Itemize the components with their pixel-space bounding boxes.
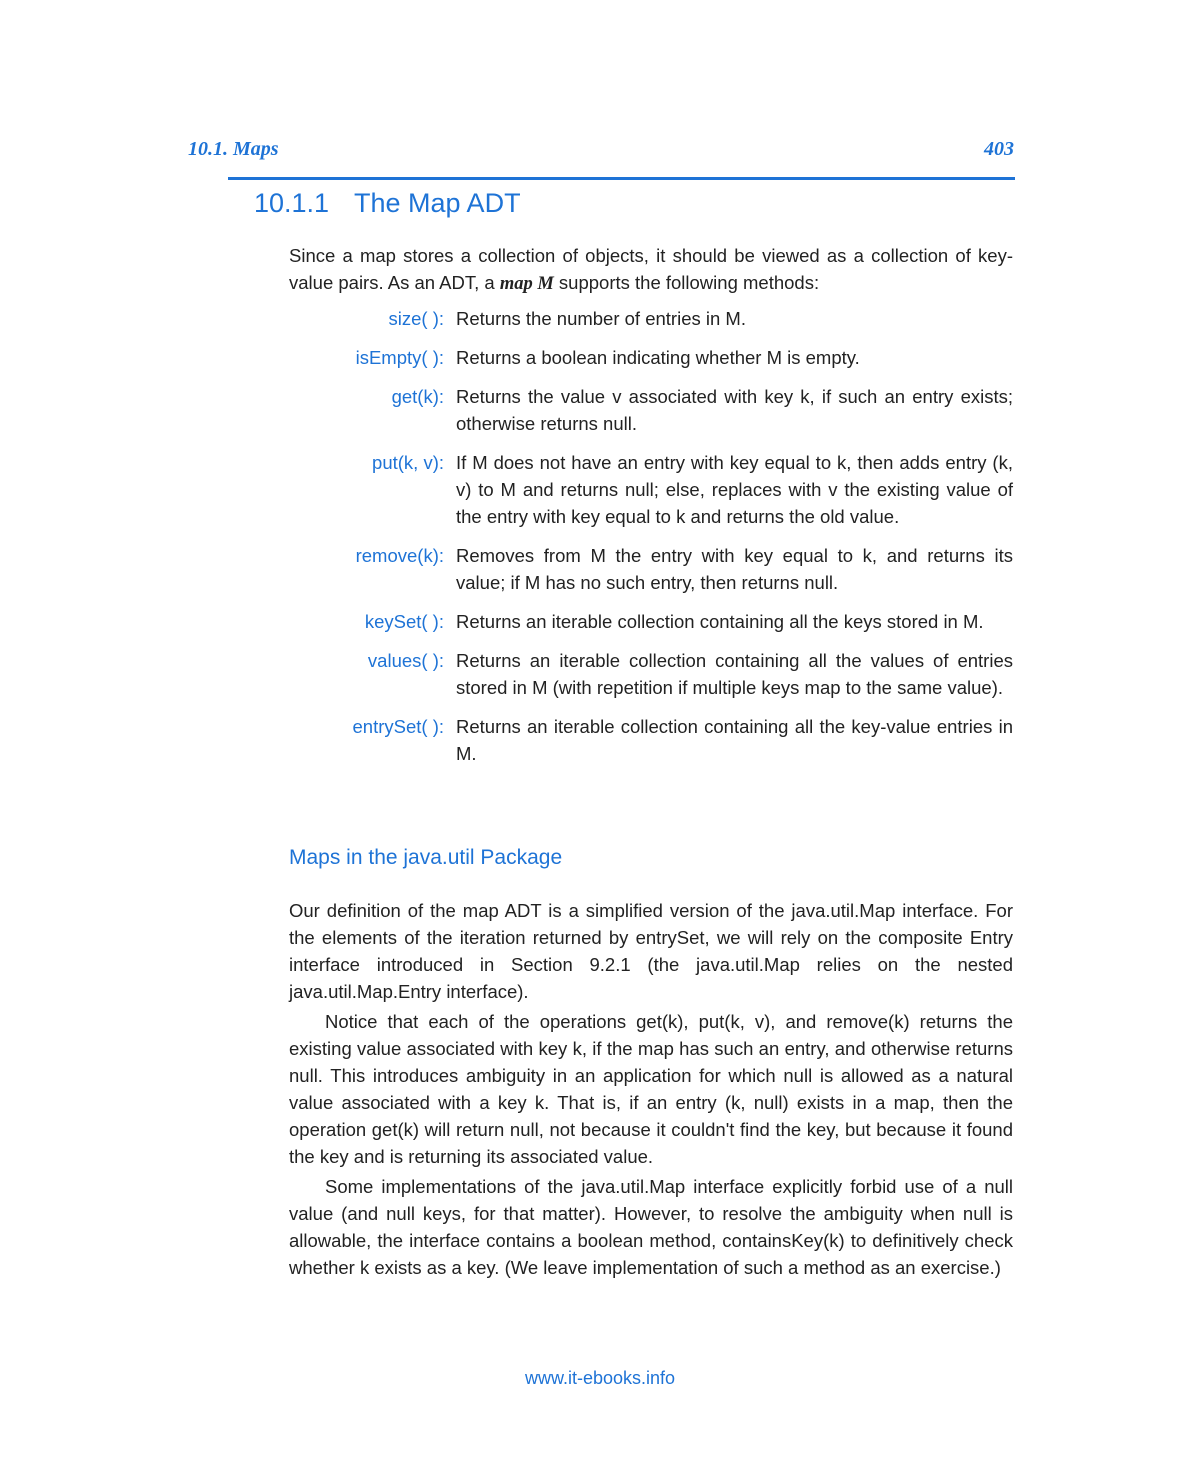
method-name: values( ):	[367, 650, 444, 671]
method-list	[289, 305, 1013, 779]
method-name: size( ):	[388, 308, 444, 329]
paragraph-text: Some implementations of the java.util.Map interface explicitly forbid use of a null value (and null keys, for that matter). However, to resolve the ambiguity when null is allowable, the interface contains a boolean method, containsKey(k) to definitively check whether k exists as a key. (We leave implementation of such a method as an exercise.)	[289, 1176, 1013, 1278]
method-description: Removes from M the entry with key equal to k, and returns its value; if M has no such entry, then returns null.	[456, 545, 1013, 593]
header-rule	[228, 177, 1015, 180]
page-number: 403	[984, 138, 1014, 160]
paragraph	[289, 1008, 1013, 1170]
method-item	[289, 305, 1013, 332]
section-heading	[254, 188, 521, 219]
method-item	[289, 647, 1013, 701]
intro-term: map M	[499, 274, 554, 294]
method-description: Returns an iterable collection containing all the keys stored in M.	[456, 611, 984, 632]
method-item	[289, 344, 1013, 371]
intro-text-end: supports the following methods:	[553, 272, 820, 293]
method-name: isEmpty( ):	[355, 347, 444, 368]
method-item	[289, 608, 1013, 635]
chapter-label: 10.1. Maps	[188, 138, 279, 160]
method-item	[289, 713, 1013, 767]
method-name: put(k, v):	[372, 452, 444, 473]
footer-link[interactable]: www.it-ebooks.info	[524, 1368, 676, 1388]
paragraph	[289, 1173, 1013, 1281]
method-description: Returns the value v associated with key k, if such an entry exists; otherwise returns null.	[456, 386, 1013, 434]
paragraph	[289, 897, 1013, 1005]
method-item	[289, 449, 1013, 530]
method-description: Returns an iterable collection containing all the key-value entries in M.	[456, 716, 1013, 764]
method-name: entrySet( ):	[352, 716, 444, 737]
section-number: 10.1.1	[254, 188, 330, 218]
method-name: remove(k):	[355, 545, 444, 566]
method-description: Returns a boolean indicating whether M is empty.	[456, 347, 860, 368]
method-name: keySet( ):	[364, 611, 444, 632]
method-item	[289, 383, 1013, 437]
subsection-heading: Maps in the java.util Package	[289, 846, 563, 869]
paragraph-text: Our definition of the map ADT is a simplified version of the java.util.Map interface. For the elements of the iteration returned by entrySet, we will rely on the composite Entry interface introduced in Section 9.2.1 (the java.util.Map relies on the nested java.util.Map.Entry interface).	[289, 900, 1013, 1002]
method-description: Returns an iterable collection containing all the values of entries stored in M (with repetition if multiple keys map to the same value).	[456, 650, 1013, 698]
method-description: If M does not have an entry with key equal to k, then adds entry (k, v) to M and returns null; else, replaces with v the existing value of the entry with key equal to k and returns the old value.	[456, 452, 1013, 527]
method-description: Returns the number of entries in M.	[456, 308, 746, 329]
method-item	[289, 542, 1013, 596]
intro-text-start: Since a map stores a collection of objects, it should be viewed as a collection of key-value pairs. As an ADT, a	[289, 245, 1013, 293]
section-title: The Map ADT	[354, 188, 521, 218]
paragraph-text: Notice that each of the operations get(k), put(k, v), and remove(k) returns the existing value associated with key k, if the map has such an entry, and otherwise returns null. This introduces ambiguity in an application for which null is allowed as a natural value associated with a key k. That is, if an entry (k, null) exists in a map, then the operation get(k) will return null, not because it couldn't find the key, but because it found the key and is returning its associated value.	[289, 1011, 1013, 1167]
method-name: get(k):	[391, 386, 444, 407]
intro-paragraph	[289, 242, 1013, 298]
running-header	[188, 138, 1014, 166]
